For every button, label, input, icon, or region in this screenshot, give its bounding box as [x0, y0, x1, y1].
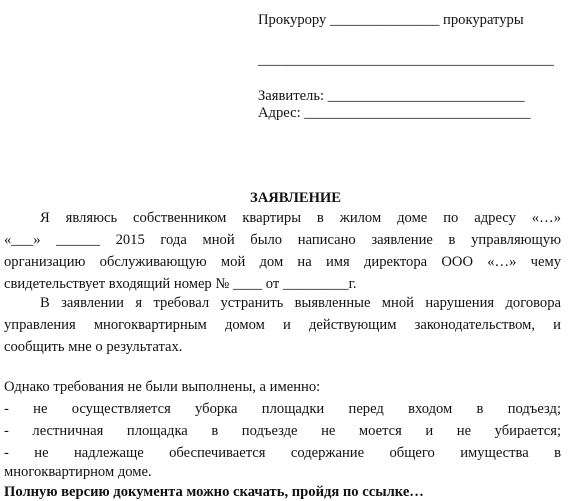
- paragraph-1-line-4: свидетельствует входящий номер № ____ от _________г.: [4, 276, 357, 292]
- paragraph-2-line-3: сообщить мне о результатах.: [4, 339, 183, 355]
- paragraph-1-line-3: организацию обслуживающую мой дом на имя директора ООО «…» чему: [4, 254, 561, 270]
- paragraph-3-intro: Однако требования не были выполнены, а именно:: [4, 379, 321, 395]
- paragraph-1-line-2: «___» ______ 2015 года мной было написано заявление в управляющую: [4, 232, 561, 248]
- paragraph-2-line-2: управления многоквартирным домом и действующим законодательством, и: [4, 317, 561, 333]
- header-applicant-line: Заявитель: ___________________________: [258, 88, 525, 104]
- paragraph-1-line-1: Я являюсь собственником квартиры в жилом доме по адресу «…»: [40, 210, 561, 226]
- list-item: - не надлежаще обеспечивается содержание общего имущества в: [4, 445, 561, 461]
- header-to-line: Прокурору _______________ прокуратуры: [258, 12, 524, 28]
- list-item: - лестничная площадка в подъезде не моется и не убирается;: [4, 423, 561, 439]
- page-title: ЗАЯВЛЕНИЕ: [250, 190, 342, 206]
- paragraph-2-line-1: В заявлении я требовал устранить выявленные мной нарушения договора: [40, 295, 561, 311]
- header-blank-line: ________________________________________: [258, 52, 554, 68]
- download-link[interactable]: Полную версию документа можно скачать, пройдя по ссылке…: [4, 484, 424, 500]
- list-item: - не осуществляется уборка площадки перед входом в подъезд;: [4, 401, 561, 417]
- list-item-continuation: многоквартирном доме.: [4, 464, 152, 480]
- header-address-line: Адрес: _______________________________: [258, 105, 531, 121]
